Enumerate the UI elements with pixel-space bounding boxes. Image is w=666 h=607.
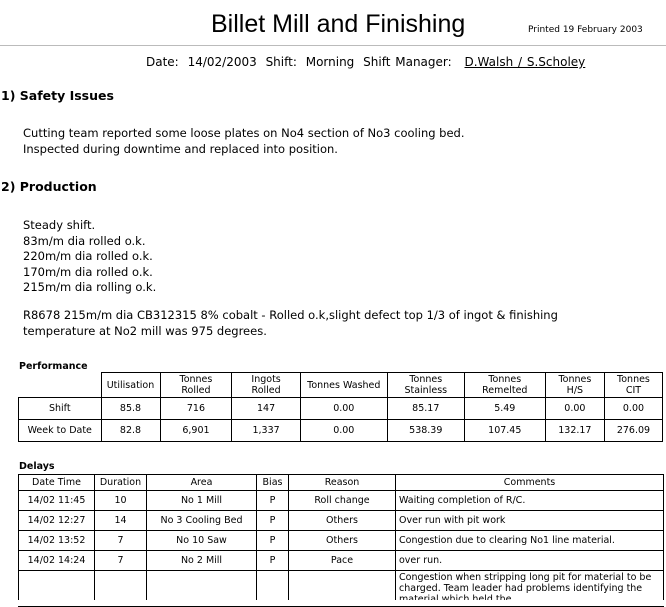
row-label: Shift [19,398,102,420]
cell: Congestion due to clearing No1 line material. [396,531,664,551]
production-heading: 2) Production [1,179,97,194]
cell: No 2 Mill [147,551,257,571]
cell: P [257,531,289,551]
cell: Waiting completion of R/C. [396,491,664,511]
manager-label: Shift Manager: [363,55,452,69]
cell: 0.00 [545,398,604,420]
report-meta [146,55,589,69]
delays-caption: Delays [19,461,55,472]
cell: 1,337 [232,420,300,442]
page-cutoff [0,600,666,606]
shift-value: Morning [305,55,355,69]
note-line: temperature at No2 mill was 975 degrees. [23,323,267,338]
cell: No 10 Saw [147,531,257,551]
safety-heading: 1) Safety Issues [1,88,114,103]
performance-table [18,372,663,442]
note-line: R8678 215m/m dia CB312315 8% cobalt - Rolled o.k,slight defect top 1/3 of ingot & finishing [23,308,558,322]
production-line: 215m/m dia rolling o.k. [23,280,157,294]
production-text [23,218,156,296]
cell: Over run with pit work [396,511,664,531]
cell: P [257,511,289,531]
col-header: Utilisation [101,373,160,398]
cell: 107.45 [464,420,545,442]
cell: 82.8 [101,420,160,442]
cell: Roll change [289,491,396,511]
cell: 14/02 13:52 [19,531,95,551]
production-line: 220m/m dia rolled o.k. [23,249,153,263]
date-value: 14/02/2003 [187,55,257,69]
cell: 538.39 [387,420,464,442]
cell: 14 [95,511,147,531]
cell: over run. [396,551,664,571]
table-row [19,398,663,420]
col-header: Tonnes Stainless [387,373,464,398]
cell: 6,901 [160,420,232,442]
printed-date: Printed 19 February 2003 [528,25,643,35]
col-header: Tonnes Rolled [160,373,232,398]
cell: 147 [232,398,300,420]
cell: 0.00 [604,398,662,420]
cell: No 3 Cooling Bed [147,511,257,531]
cell: 7 [95,551,147,571]
delays-table [18,474,664,607]
header-divider [0,45,666,46]
cell: P [257,551,289,571]
manager-link[interactable]: D.Walsh / S.Scholey [464,55,586,69]
col-header: Bias [257,475,289,491]
col-header: Date Time [19,475,95,491]
cell: 716 [160,398,232,420]
col-header: Area [147,475,257,491]
table-row [19,491,664,511]
production-note [23,308,558,339]
page-title: Billet Mill and Finishing [211,10,466,38]
cell: 0.00 [300,420,387,442]
production-line: 170m/m dia rolled o.k. [23,264,153,279]
cell: 0.00 [300,398,387,420]
cell: 85.8 [101,398,160,420]
table-row [19,511,664,531]
cell: 85.17 [387,398,464,420]
col-header: Duration [95,475,147,491]
table-row [19,531,664,551]
production-line: Steady shift. [23,218,96,232]
cell: 7 [95,531,147,551]
col-header: Reason [289,475,396,491]
cell: Others [289,511,396,531]
col-header: Tonnes H/S [545,373,604,398]
col-header: Tonnes CIT [604,373,662,398]
table-row [19,551,664,571]
col-header: Tonnes Remelted [464,373,545,398]
blank-header [19,373,102,398]
col-header: Comments [396,475,664,491]
cell: 14/02 14:24 [19,551,95,571]
cell: Pace [289,551,396,571]
cell: 10 [95,491,147,511]
cell: 14/02 11:45 [19,491,95,511]
cell: Congestion when stripping long pit for material to be charged. Team leader had problems identifying the [396,571,664,607]
performance-header-row [19,373,663,398]
cell: 5.49 [464,398,545,420]
production-line: 83m/m dia rolled o.k. [23,233,146,248]
date-label: Date: [146,55,179,69]
performance-caption: Performance [19,361,88,372]
cell: Others [289,531,396,551]
safety-line: Inspected during downtime and replaced into position. [23,141,338,156]
cell: 132.17 [545,420,604,442]
row-label: Week to Date [19,420,102,442]
col-header: Tonnes Washed [300,373,387,398]
safety-text [23,126,465,157]
cell: No 1 Mill [147,491,257,511]
col-header: Ingots Rolled [232,373,300,398]
table-row [19,420,663,442]
cell: 14/02 12:27 [19,511,95,531]
cell: P [257,491,289,511]
cell: 276.09 [604,420,662,442]
safety-line: Cutting team reported some loose plates on No4 section of No3 cooling bed. [23,126,465,140]
delays-header-row [19,475,664,491]
shift-label: Shift: [265,55,297,69]
